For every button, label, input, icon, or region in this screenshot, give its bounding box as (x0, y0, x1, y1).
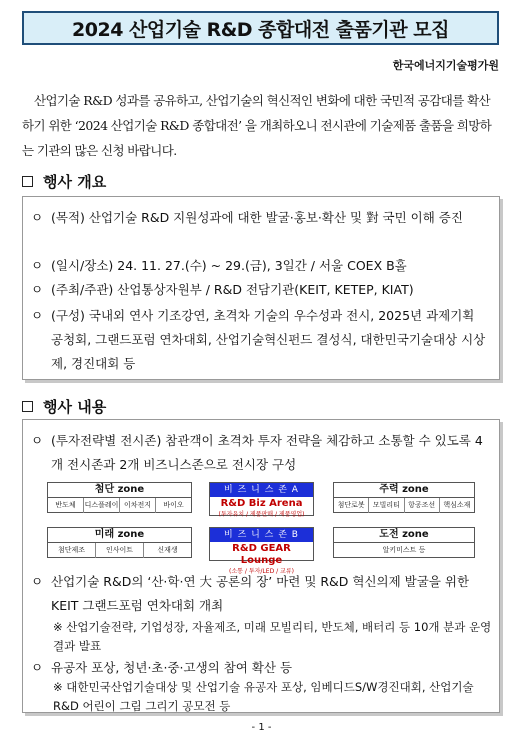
zone-cell: 바이오 (163, 501, 184, 509)
list-item (31, 304, 489, 376)
section-heading-label: 행사 내용 (43, 398, 107, 416)
intro-paragraph: 산업기술 R&D 성과를 공유하고, 산업기술의 혁신적인 변화에 대한 국민적 공감대를 확산하기 위한 ‘2024 산업기술 R&D 종합대전’ 을 개최하오니 전시관에 기술제품 출품을 희망하는 기관의 많은 신청 바랍니다. (22, 93, 492, 158)
page-number: - 1 - (251, 722, 272, 733)
bullet: ㅇ (31, 210, 44, 225)
zone-cell: 항공조선 (405, 498, 440, 513)
overview-panel (22, 196, 500, 380)
list-item (31, 254, 489, 278)
section-heading-label: 행사 개요 (43, 173, 107, 191)
bullet: ㅇ (31, 308, 44, 323)
item-text: (일시/장소) 24. 11. 27.(수) ~ 29.(금), 3일간 / 서울 COEX B홀 (51, 258, 407, 273)
zone-title: 미래 zone (48, 528, 191, 543)
bullet: ㅇ (31, 433, 44, 448)
zone-cell: 첨단로봇 (334, 498, 369, 513)
zone-cell: 첨단제조 (48, 543, 96, 558)
zone-title: 도전 zone (334, 528, 474, 543)
zone-mirae (47, 527, 192, 558)
bullet: ㅇ (31, 660, 44, 675)
item-text: (목적) 산업기술 R&D 지원성과에 대한 발굴·홍보·확산 및 對 국민 이해 증진 (51, 210, 463, 225)
checkbox-square-icon (22, 401, 33, 412)
zone-cell: 디스플레이 (84, 498, 120, 513)
zone-cell: 반도체 (48, 498, 84, 513)
zone-juryeok (333, 482, 475, 513)
bullet: ㅇ (31, 574, 44, 589)
organization-name: 한국에너지기술평가원 (392, 59, 499, 72)
list-item (31, 570, 489, 618)
zone-cell: 핵심소재 (443, 501, 471, 509)
business-zone-header: 비 즈 니 스 존 B (210, 528, 313, 542)
bullet: ㅇ (31, 258, 44, 273)
zone-cell: 알키미스트 등 (382, 546, 426, 554)
business-zone-name: R&D Biz Arena (220, 498, 303, 509)
item-text: (구성) 국내외 연사 기조강연, 초격차 기술의 우수성과 전시, 2025년 과제기획 공청회, 그랜드포럼 연차대회, 산업기술혁신펀드 결성식, 대한민국기술대상 시상제, 경진대회 등 (51, 308, 486, 371)
page-title: 2024 산업기술 R&D 종합대전 출품기관 모집 (72, 18, 449, 41)
business-zone-sub: (소통 / 투자/LED / 교류) (229, 568, 294, 575)
note-text: ※ 대한민국산업기술대상 및 산업기술 유공자 포상, 임베디드S/W경진대회, 산업기술R&D 어린이 그림 그리기 공모전 등 (53, 680, 474, 713)
business-zone-name: R&D GEAR Lounge (232, 543, 291, 566)
item-text: (투자전략별 전시존) 참관객이 초격차 투자 전략을 체감하고 소통할 수 있도록 4개 전시존과 2개 비즈니스존으로 전시장 구성 (51, 433, 483, 472)
business-zone-b (209, 527, 314, 575)
zone-dojeon (333, 527, 475, 558)
business-zone-header: 비 즈 니 스 존 A (210, 483, 313, 497)
content-panel (22, 419, 500, 713)
note-text: ※ 산업기술전략, 기업성장, 자율제조, 미래 모빌리티, 반도체, 배터리 등 10개 분과 운영결과 발표 (53, 620, 492, 653)
item-text: (주최/주관) 산업통상자원부 / R&D 전담기관(KEIT, KETEP, KIAT) (51, 282, 414, 297)
zone-cell: 이차전지 (120, 498, 156, 513)
zone-cheomdan (47, 482, 192, 513)
zone-title: 첨단 zone (48, 483, 191, 498)
business-zone-a (209, 482, 314, 516)
zone-cell: 모빌리티 (369, 498, 404, 513)
list-item (31, 429, 489, 477)
title-banner (22, 11, 499, 45)
bullet: ㅇ (31, 282, 44, 297)
item-text: 유공자 포상, 청년·초·중·고생의 참여 확산 등 (51, 660, 293, 675)
checkbox-square-icon (22, 176, 33, 187)
section-heading-content (22, 396, 106, 417)
zone-title: 주력 zone (334, 483, 474, 498)
business-zone-sub: (투자유치 / 제품판매 / 제품영업) (218, 511, 305, 518)
list-item (31, 278, 489, 302)
list-item (31, 206, 489, 230)
list-item (31, 656, 489, 680)
zone-cell: 신재생 (157, 546, 178, 554)
zone-cell: 인사이트 (96, 543, 144, 558)
item-text: 산업기술 R&D의 ‘산·학·연 大 공론의 장’ 마련 및 R&D 혁신의제 발굴을 위한 KEIT 그랜드포럼 연차대회 개최 (51, 574, 470, 613)
section-heading-overview (22, 171, 106, 192)
